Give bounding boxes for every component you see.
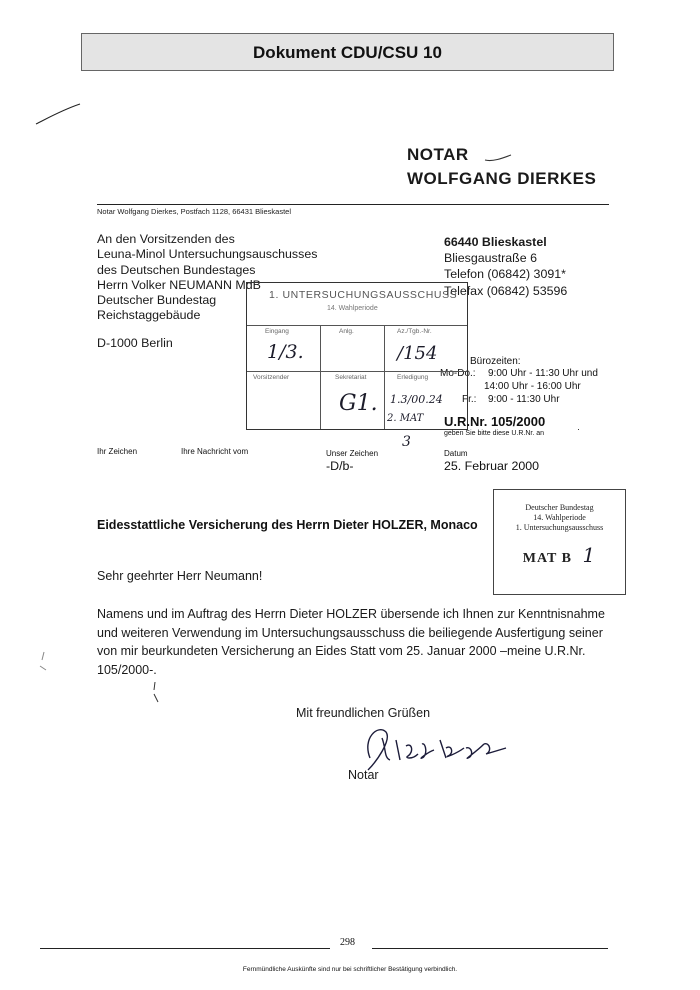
stamp-hand-sekretariat: G1. bbox=[339, 391, 378, 416]
signature-role: Notar bbox=[348, 768, 379, 782]
stamp-title: 1. UNTERSUCHUNGSAUSSCHUSS bbox=[269, 289, 458, 301]
office-hours-mo-do-2: 14:00 Uhr - 16:00 Uhr bbox=[484, 381, 581, 392]
office-hours-fr: 9:00 - 11:30 Uhr bbox=[488, 394, 560, 405]
letterhead-rule bbox=[97, 204, 609, 205]
document-title: Dokument CDU/CSU 10 bbox=[81, 33, 614, 71]
office-hours-mo-do-1: 9:00 Uhr - 11:30 Uhr und bbox=[488, 368, 598, 379]
sender-return-address: Notar Wolfgang Dierkes, Postfach 1128, 66431 Blieskastel bbox=[97, 207, 291, 216]
stamp-col-erledigung: Erledigung bbox=[397, 374, 429, 381]
pen-stroke-decoration bbox=[483, 152, 513, 164]
footer-rule-right bbox=[372, 948, 608, 949]
office-hours-mo-do-label: Mo-Do.: bbox=[440, 368, 476, 379]
letter-salutation: Sehr geehrter Herr Neumann! bbox=[97, 569, 263, 583]
stamp-subtitle: 14. Wahlperiode bbox=[327, 305, 378, 312]
stamp-col-sekretariat: Sekretariat bbox=[335, 374, 367, 381]
signature-image bbox=[356, 718, 516, 778]
stamp-hand-az: /154 bbox=[397, 343, 438, 364]
ref-ihre-nachricht: Ihre Nachricht vom bbox=[181, 447, 249, 456]
recipient-line: An den Vorsitzenden des bbox=[97, 232, 235, 246]
recipient-city: D-1000 Berlin bbox=[97, 336, 173, 350]
page-number: 298 bbox=[340, 937, 355, 948]
body-line: Namens und im Auftrag des Herrn Dieter HOLZER übersende ich Ihnen zur Kenntnisnahme bbox=[97, 607, 605, 621]
mat-label: MAT B bbox=[522, 551, 572, 566]
stamp-col-anlg: Anlg. bbox=[339, 328, 354, 335]
urnr-number: U.R.Nr. 105/2000 bbox=[444, 414, 546, 429]
stamp-col-eingang: Eingang bbox=[265, 328, 289, 335]
ref-datum: Datum bbox=[444, 449, 468, 458]
ref-unser-zeichen-value: -D/b- bbox=[326, 459, 354, 473]
sender-street: Bliesgaustraße 6 bbox=[444, 251, 537, 265]
mat-line3: 1. Untersuchungsausschuss bbox=[515, 523, 604, 532]
stamp-hand-mat: 2. MAT bbox=[387, 413, 424, 424]
letterhead-notar: NOTAR bbox=[407, 145, 469, 164]
body-line: von mir beurkundeten Versicherung an Eides Statt vom 25. Januar 2000 –meine U.R.Nr. bbox=[97, 644, 586, 659]
office-hours-fr-label: Fr.: bbox=[462, 394, 477, 405]
mat-line1: Deutscher Bundestag bbox=[525, 503, 594, 512]
dot-mark: · bbox=[577, 424, 580, 434]
recipient-line: des Deutschen Bundestages bbox=[97, 262, 256, 277]
margin-mark-decoration bbox=[36, 650, 52, 676]
stamp-hand-eingang: 1/3. bbox=[267, 341, 304, 363]
stamp-hand-three: 3 bbox=[402, 434, 411, 450]
mat-number: 1 bbox=[582, 543, 597, 567]
letter-closing: Mit freundlichen Grüßen bbox=[296, 706, 431, 720]
recipient-line: Herrn Volker NEUMANN MdB bbox=[97, 277, 261, 292]
sender-city: 66440 Blieskastel bbox=[444, 235, 547, 249]
ref-datum-value: 25. Februar 2000 bbox=[444, 459, 540, 473]
stamp-col-vorsitzender: Vorsitzender bbox=[253, 374, 290, 381]
sender-fax: Telefax (06842) 53596 bbox=[444, 284, 568, 298]
footer-note: Fernmündliche Auskünfte sind nur bei schriftlicher Bestätigung verbindlich. bbox=[242, 966, 458, 973]
office-hours-label: Bürozeiten: bbox=[470, 356, 521, 367]
stamp-hand-erledigung: 1.3/00.24 bbox=[390, 393, 443, 406]
ref-ihr-zeichen: Ihr Zeichen bbox=[97, 447, 138, 456]
stamp-col-az: Az./Tgb.-Nr. bbox=[397, 328, 432, 335]
receipt-stamp bbox=[246, 282, 468, 430]
pen-mark-decoration bbox=[34, 100, 84, 130]
mat-stamp bbox=[493, 489, 626, 595]
recipient-line: Leuna-Minol Untersuchungsauschusses bbox=[97, 247, 318, 262]
ref-unser-zeichen: Unser Zeichen bbox=[326, 449, 379, 458]
recipient-line: Reichstaggebäude bbox=[97, 308, 201, 323]
letter-subject: Eidesstattliche Versicherung des Herrn Dieter HOLZER, Monaco bbox=[97, 518, 478, 532]
sender-phone: Telefon (06842) 3091* bbox=[444, 267, 566, 281]
recipient-line: Deutscher Bundestag bbox=[97, 293, 217, 308]
body-line: und weiteren Verwendung im Untersuchungsausschuss die beiliegende Ausfertigung seiner bbox=[97, 625, 603, 640]
body-line: 105/2000-. bbox=[97, 662, 157, 677]
mat-line2: 14. Wahlperiode bbox=[533, 513, 586, 522]
letter-body bbox=[97, 605, 605, 679]
urnr-note: geben Sie bitte diese U.R.Nr. an bbox=[444, 430, 545, 437]
letterhead-name: WOLFGANG DIERKES bbox=[407, 169, 597, 188]
footer-rule-left bbox=[40, 948, 330, 949]
pen-tick-decoration bbox=[150, 680, 162, 704]
